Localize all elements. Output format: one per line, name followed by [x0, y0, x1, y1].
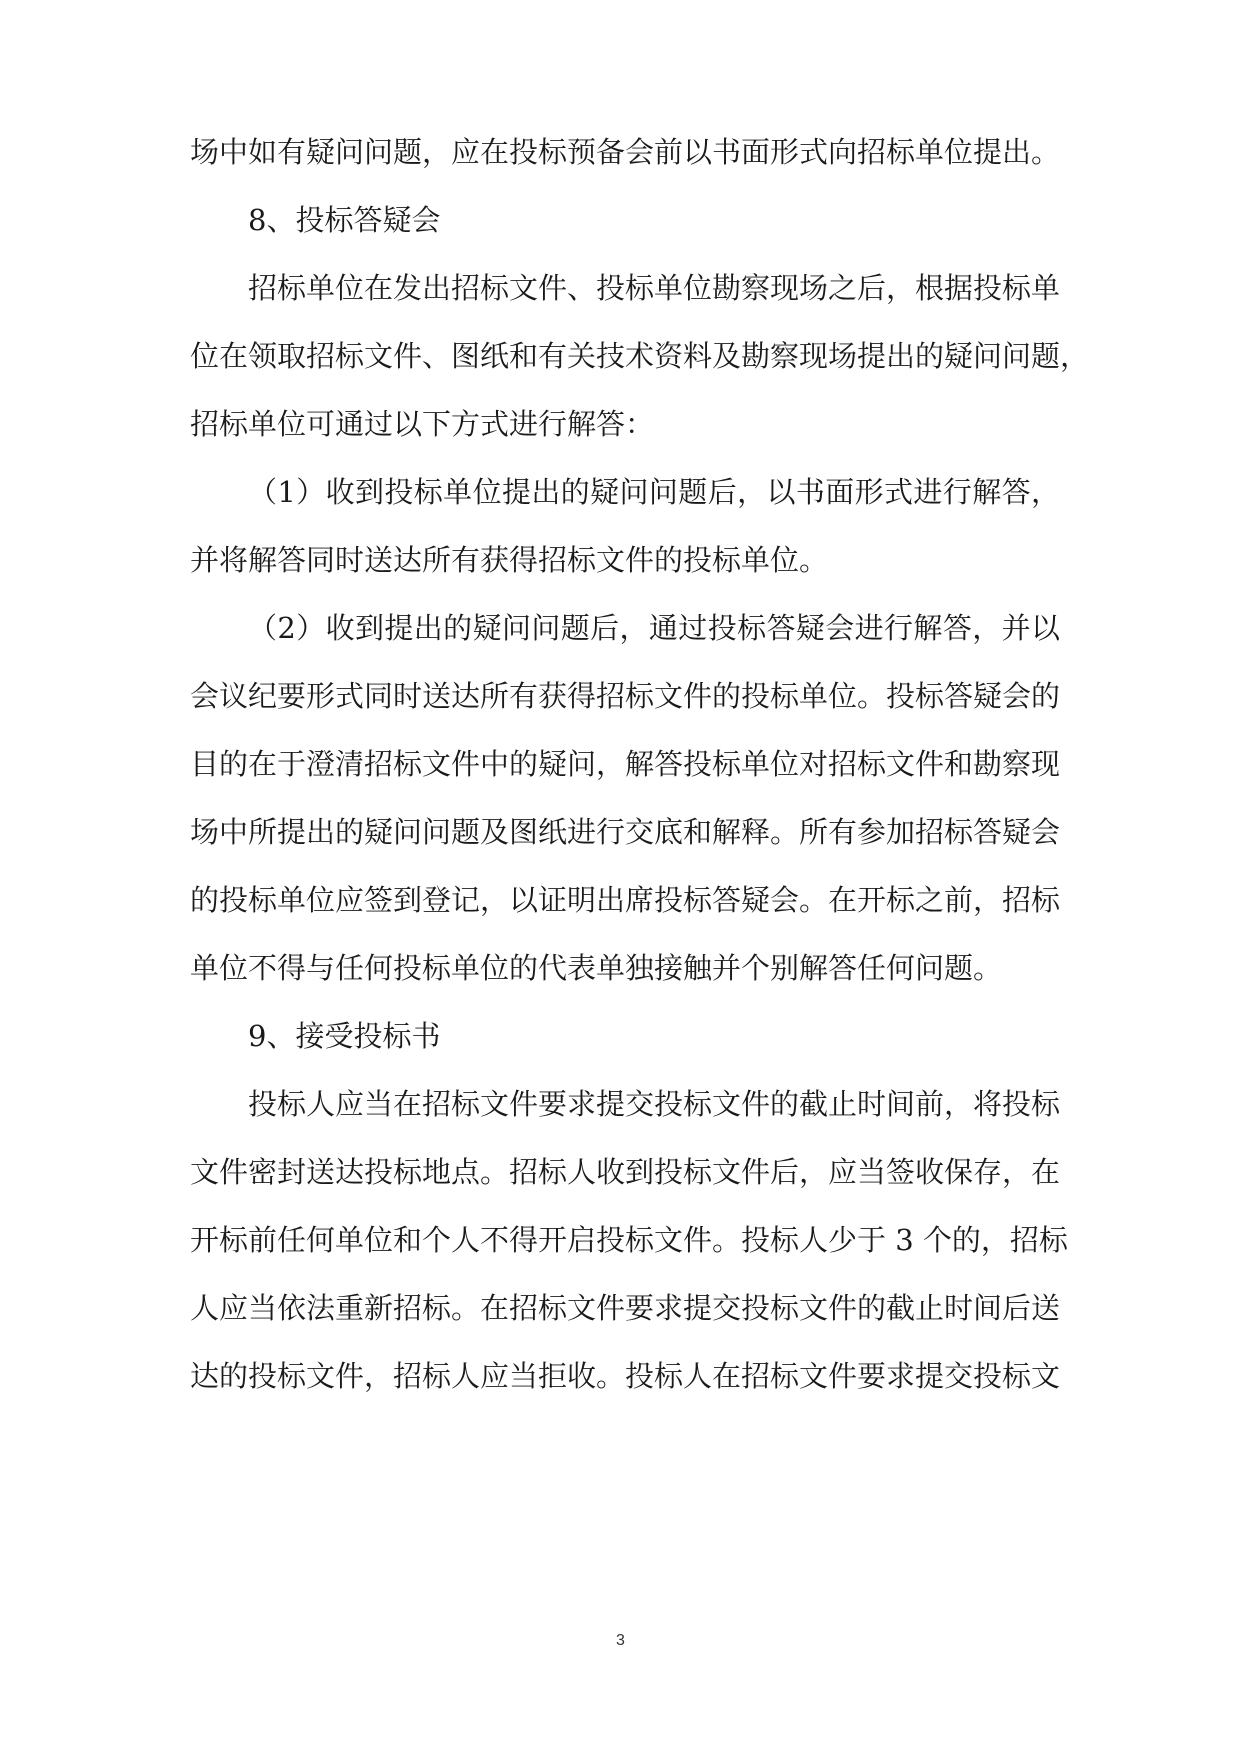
paragraph-line: 开标前任何单位和个人不得开启投标文件。投标人少于 3 个的，招标	[190, 1223, 1068, 1257]
paragraph-line: 投标人应当在招标文件要求提交投标文件的截止时间前，将投标	[248, 1087, 1061, 1121]
section-heading-8: 8、投标答疑会	[248, 203, 441, 237]
section-heading-9: 9、接受投标书	[248, 1019, 441, 1053]
paragraph-line: 的投标单位应签到登记，以证明出席投标答疑会。在开标之前，招标	[190, 883, 1061, 917]
paragraph-line: 招标单位在发出招标文件、投标单位勘察现场之后，根据投标单	[248, 271, 1061, 305]
list-item-2: （2）收到提出的疑问问题后，通过投标答疑会进行解答，并以	[248, 611, 1060, 645]
paragraph-line: 位在领取招标文件、图纸和有关技术资料及勘察现场提出的疑问问题，	[190, 339, 1090, 373]
paragraph-line: 场中所提出的疑问问题及图纸进行交底和解释。所有参加招标答疑会	[190, 815, 1061, 849]
paragraph-line: 人应当依法重新招标。在招标文件要求提交投标文件的截止时间后送	[190, 1291, 1061, 1325]
page-number: 3	[616, 1632, 625, 1649]
paragraph-line: 单位不得与任何投标单位的代表单独接触并个别解答任何问题。	[190, 951, 1003, 985]
list-item-1: （1）收到投标单位提出的疑问问题后，以书面形式进行解答，	[248, 475, 1060, 509]
paragraph-line: 招标单位可通过以下方式进行解答：	[190, 407, 655, 441]
paragraph-line: 目的在于澄清招标文件中的疑问，解答投标单位对招标文件和勘察现	[190, 747, 1061, 781]
paragraph-line: 并将解答同时送达所有获得招标文件的投标单位。	[190, 543, 829, 577]
paragraph-line: 场中如有疑问问题，应在投标预备会前以书面形式向招标单位提出。	[190, 135, 1061, 169]
paragraph-line: 达的投标文件，招标人应当拒收。投标人在招标文件要求提交投标文	[190, 1359, 1061, 1393]
paragraph-line: 会议纪要形式同时送达所有获得招标文件的投标单位。投标答疑会的	[190, 679, 1061, 713]
paragraph-line: 文件密封送达投标地点。招标人收到投标文件后，应当签收保存，在	[190, 1155, 1061, 1189]
